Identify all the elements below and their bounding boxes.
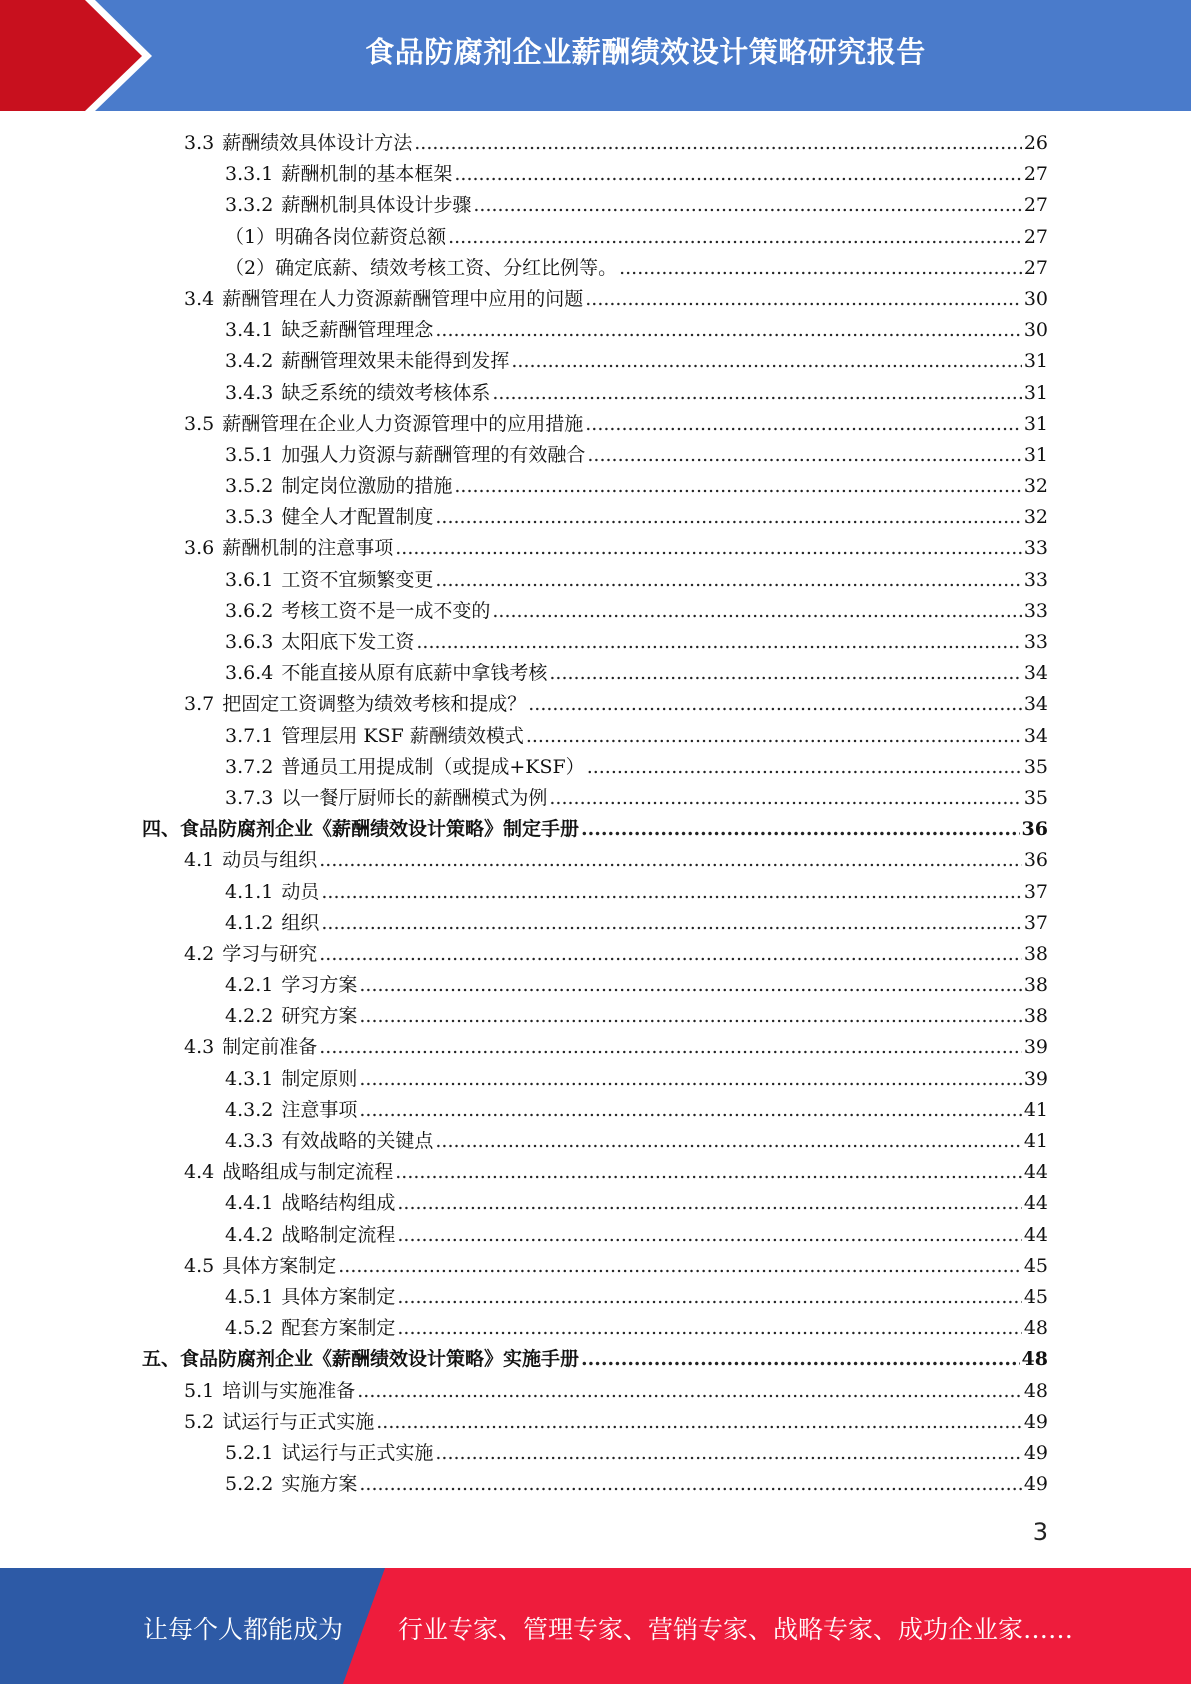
toc-entry[interactable] [142,378,1048,409]
toc-entry-page: 45 [1023,1285,1048,1308]
toc-dot-leader [435,1126,1021,1157]
toc-entry[interactable] [142,1095,1048,1126]
toc-entry-number: 3.6.1 [225,568,274,591]
toc-entry-number: 3.7.2 [225,755,274,778]
toc-entry[interactable] [142,970,1048,1001]
toc-entry[interactable] [142,315,1048,346]
toc-entry[interactable] [142,1251,1048,1282]
toc-entry[interactable] [142,533,1048,564]
toc-entry-number: 5.2.1 [225,1441,274,1464]
toc-entry-title: 不能直接从原有底薪中拿钱考核 [281,662,548,685]
toc-entry-number: 3.5.1 [225,443,274,466]
toc-entry[interactable] [142,1469,1048,1500]
toc-entry-number: 4.3.2 [225,1098,274,1121]
toc-entry-title: 学习方案 [281,974,358,997]
toc-entry-page: 34 [1023,662,1048,685]
toc-entry-title: （2）确定底薪、绩效考核工资、分红比例等。 [225,256,618,279]
toc-entry-number: 3.5 [184,412,215,435]
toc-dot-leader [414,128,1022,159]
toc-dot-leader [416,627,1021,658]
toc-entry-page: 33 [1023,599,1048,622]
toc-entry-title: 试运行与正式实施 [281,1441,434,1464]
toc-entry[interactable] [142,1032,1048,1063]
toc-dot-leader [359,1064,1021,1095]
toc-entry[interactable] [142,908,1048,939]
toc-entry[interactable] [142,222,1048,253]
toc-dot-leader [397,1188,1021,1219]
toc-entry[interactable] [142,783,1048,814]
toc-entry-title: 太阳底下发工资 [281,631,415,653]
toc-entry-number: 3.4.1 [225,319,274,342]
toc-entry-page: 41 [1023,1130,1048,1152]
toc-entry-number: 3.3 [184,132,215,154]
toc-dot-leader [448,222,1022,253]
toc-entry-title: 战略制定流程 [281,1223,396,1246]
toc-entry-title: 动员与组织 [222,849,318,872]
toc-entry-number: 3.5.2 [225,475,274,498]
table-of-contents [142,128,1048,1500]
toc-entry-number: 4.5.2 [225,1317,274,1340]
toc-dot-leader [492,596,1021,627]
toc-entry-number: 4.1 [184,849,215,872]
toc-entry-number: 4.4 [184,1161,215,1184]
toc-entry-page: 48 [1021,1348,1048,1371]
toc-entry-number: 3.7.1 [225,724,274,747]
toc-entry-number: 4.2.1 [225,974,274,997]
toc-entry-title: 薪酬管理在人力资源薪酬管理中应用的问题 [222,287,584,310]
toc-dot-leader [581,814,1020,845]
toc-dot-leader [619,253,1022,284]
toc-entry-page: 32 [1023,475,1048,498]
toc-entry-title: 战略组成与制定流程 [222,1161,394,1184]
toc-entry-number: 3.3.1 [225,163,274,186]
toc-entry-page: 27 [1023,163,1048,186]
toc-entry-number: 3.6.2 [225,599,274,622]
toc-dot-leader [395,533,1022,564]
toc-entry-page: 48 [1023,1379,1048,1402]
toc-entry[interactable] [142,1282,1048,1313]
toc-dot-leader [549,658,1021,689]
toc-dot-leader [319,845,1022,876]
toc-dot-leader [492,378,1021,409]
toc-entry-page: 44 [1023,1192,1048,1215]
toc-entry-page: 33 [1023,631,1048,653]
toc-dot-leader [585,284,1022,315]
toc-entry-title: 四、食品防腐剂企业《薪酬绩效设计策略》制定手册 [142,818,580,841]
toc-entry-title: 健全人才配置制度 [281,506,434,529]
toc-entry-page: 31 [1023,350,1048,373]
toc-dot-leader [435,315,1021,346]
toc-entry[interactable] [142,1344,1048,1375]
toc-dot-leader [454,159,1021,190]
toc-entry-number: 4.4.2 [225,1223,274,1246]
toc-dot-leader [581,1344,1020,1375]
toc-entry[interactable] [142,440,1048,471]
toc-entry-title: 薪酬机制具体设计步骤 [281,194,472,217]
toc-entry-page: 45 [1023,1254,1048,1277]
toc-entry-number: 4.2.2 [225,1005,274,1028]
toc-dot-leader [376,1407,1022,1438]
toc-entry-page: 34 [1023,724,1048,747]
toc-entry-page: 38 [1023,942,1048,965]
toc-entry-title: 缺乏系统的绩效考核体系 [281,381,491,404]
toc-entry-title: 以一餐厅厨师长的薪酬模式为例 [281,786,548,809]
toc-entry[interactable] [142,1313,1048,1344]
toc-entry-title: 薪酬绩效具体设计方法 [222,132,413,154]
toc-entry[interactable] [142,409,1048,440]
toc-dot-leader [397,1220,1021,1251]
toc-entry-number: 3.6 [184,537,215,560]
toc-entry-number: 4.5 [184,1254,215,1277]
footer-slogan-left: 让每个人都能成为 [143,1615,344,1644]
toc-entry-title: 研究方案 [281,1005,358,1028]
toc-dot-leader [528,689,1022,720]
toc-entry-title: 有效战略的关键点 [281,1130,434,1152]
toc-entry-number: 4.4.1 [225,1192,274,1215]
toc-entry-page: 36 [1023,849,1048,872]
toc-entry-title: 普通员工用提成制（或提成+KSF） [281,755,585,778]
toc-dot-leader [359,1001,1021,1032]
toc-dot-leader [587,440,1021,471]
toc-dot-leader [587,752,1022,783]
toc-entry-number: 3.5.3 [225,506,274,529]
toc-entry-number: 3.6.4 [225,662,274,685]
toc-entry-title: 动员 [281,880,320,903]
toc-dot-leader [585,409,1022,440]
toc-entry-title: 把固定工资调整为绩效考核和提成？ [222,693,527,716]
toc-entry-page: 38 [1023,1005,1048,1028]
toc-entry-page: 26 [1023,132,1048,154]
toc-entry-title: 制定原则 [281,1067,358,1090]
toc-entry-number: 3.4.2 [225,350,274,373]
toc-entry[interactable] [142,190,1048,221]
toc-entry-number: 3.4 [184,287,215,310]
footer-slogan-right: 行业专家、管理专家、营销专家、战略专家、成功企业家…… [398,1615,1074,1644]
page-footer [0,1568,1191,1684]
toc-entry-page: 38 [1023,974,1048,997]
toc-entry[interactable] [142,721,1048,752]
toc-entry-page: 31 [1023,412,1048,435]
toc-entry-page: 35 [1023,786,1048,809]
header-chevron-decoration [0,0,142,111]
toc-entry-page: 31 [1023,443,1048,466]
toc-entry-number: 3.3.2 [225,194,274,217]
toc-entry-title: 考核工资不是一成不变的 [281,599,491,622]
toc-entry[interactable] [142,502,1048,533]
toc-entry-number: 5.1 [184,1379,215,1402]
toc-entry-page: 33 [1023,537,1048,560]
toc-entry-title: 学习与研究 [222,942,318,965]
toc-entry-page: 44 [1023,1223,1048,1246]
toc-dot-leader [511,346,1021,377]
toc-entry-number: 4.5.1 [225,1285,274,1308]
toc-entry-page: 27 [1023,194,1048,217]
toc-dot-leader [321,877,1021,908]
toc-entry-title: 试运行与正式实施 [222,1410,375,1433]
toc-entry-title: 五、食品防腐剂企业《薪酬绩效设计策略》实施手册 [142,1348,580,1371]
toc-entry-page: 30 [1023,319,1048,342]
toc-entry[interactable] [142,1188,1048,1219]
toc-entry-page: 32 [1023,506,1048,529]
toc-entry[interactable] [142,1220,1048,1251]
toc-entry[interactable] [142,471,1048,502]
toc-dot-leader [359,1095,1021,1126]
page-header [0,0,1191,111]
toc-entry[interactable] [142,565,1048,596]
toc-entry[interactable] [142,814,1048,845]
toc-entry-number: 3.6.3 [225,631,274,653]
toc-entry-title: 加强人力资源与薪酬管理的有效融合 [281,443,586,466]
toc-dot-leader [435,502,1021,533]
toc-entry[interactable] [142,658,1048,689]
toc-dot-leader [526,721,1022,752]
toc-entry[interactable] [142,128,1048,159]
toc-dot-leader [549,783,1021,814]
toc-entry-title: （1）明确各岗位薪资总额 [225,225,447,248]
toc-entry[interactable] [142,1438,1048,1469]
toc-entry-page: 39 [1023,1036,1048,1059]
toc-entry-title: 战略结构组成 [281,1192,396,1215]
toc-entry-number: 4.3.1 [225,1067,274,1090]
toc-dot-leader [473,190,1021,221]
toc-entry-page: 49 [1023,1473,1048,1496]
toc-entry-title: 薪酬机制的注意事项 [222,537,394,560]
toc-entry-title: 组织 [281,911,320,934]
toc-entry-title: 具体方案制定 [222,1254,337,1277]
toc-entry-title: 制定前准备 [222,1036,318,1059]
toc-entry-title: 工资不宜频繁变更 [281,568,434,591]
toc-dot-leader [359,1469,1021,1500]
toc-dot-leader [435,565,1021,596]
toc-entry-number: 4.1.2 [225,911,274,934]
toc-entry[interactable] [142,253,1048,284]
toc-entry-page: 37 [1023,911,1048,934]
toc-entry[interactable] [142,752,1048,783]
toc-entry-title: 制定岗位激励的措施 [281,475,453,498]
toc-entry-number: 4.1.1 [225,880,274,903]
toc-entry-page: 27 [1023,225,1048,248]
toc-entry-page: 48 [1023,1317,1048,1340]
toc-entry-title: 注意事项 [281,1098,358,1121]
report-title: 食品防腐剂企业薪酬绩效设计策略研究报告 [365,35,926,69]
toc-entry-number: 3.7.3 [225,786,274,809]
toc-entry-title: 缺乏薪酬管理理念 [281,319,434,342]
toc-dot-leader [321,908,1021,939]
toc-entry-page: 44 [1023,1161,1048,1184]
toc-entry[interactable] [142,1407,1048,1438]
toc-entry[interactable] [142,939,1048,970]
toc-entry-page: 36 [1021,818,1048,841]
toc-entry-page: 27 [1023,256,1048,279]
toc-dot-leader [357,1376,1022,1407]
toc-entry-title: 培训与实施准备 [222,1379,356,1402]
toc-entry[interactable] [142,627,1048,658]
toc-entry-title: 具体方案制定 [281,1285,396,1308]
toc-entry[interactable] [142,596,1048,627]
toc-entry[interactable] [142,1157,1048,1188]
toc-entry[interactable] [142,284,1048,315]
toc-entry[interactable] [142,1064,1048,1095]
toc-dot-leader [395,1157,1022,1188]
toc-entry[interactable] [142,689,1048,720]
toc-entry-page: 35 [1023,755,1048,778]
toc-entry-number: 3.7 [184,693,215,716]
toc-entry-number: 5.2.2 [225,1473,274,1496]
toc-entry-title: 实施方案 [281,1473,358,1496]
toc-entry-page: 34 [1023,693,1048,716]
toc-entry-page: 41 [1023,1098,1048,1121]
toc-entry-page: 39 [1023,1067,1048,1090]
toc-entry-page: 37 [1023,880,1048,903]
toc-entry-number: 5.2 [184,1410,215,1433]
toc-entry-page: 33 [1023,568,1048,591]
toc-entry-number: 4.3 [184,1036,215,1059]
toc-dot-leader [397,1313,1021,1344]
toc-dot-leader [319,939,1022,970]
toc-dot-leader [454,471,1021,502]
toc-entry-page: 49 [1023,1441,1048,1464]
toc-entry[interactable] [142,1376,1048,1407]
toc-entry[interactable] [142,1001,1048,1032]
toc-dot-leader [359,970,1021,1001]
toc-entry-number: 4.3.3 [225,1130,274,1152]
toc-entry-number: 3.4.3 [225,381,274,404]
page-number: 3 [1032,1518,1048,1546]
toc-entry-page: 30 [1023,287,1048,310]
toc-dot-leader [435,1438,1021,1469]
toc-entry-title: 薪酬机制的基本框架 [281,163,453,186]
toc-entry-page: 49 [1023,1410,1048,1433]
toc-entry-title: 薪酬管理效果未能得到发挥 [281,350,510,373]
toc-entry[interactable] [142,845,1048,876]
toc-entry-page: 31 [1023,381,1048,404]
toc-entry-title: 配套方案制定 [281,1317,396,1340]
toc-entry-number: 4.2 [184,942,215,965]
toc-entry[interactable] [142,877,1048,908]
toc-entry[interactable] [142,159,1048,190]
toc-entry-title: 薪酬管理在企业人力资源管理中的应用措施 [222,412,584,435]
toc-entry[interactable] [142,1126,1048,1157]
toc-dot-leader [338,1251,1022,1282]
toc-entry[interactable] [142,346,1048,377]
toc-dot-leader [397,1282,1021,1313]
toc-entry-title: 管理层用 KSF 薪酬绩效模式 [281,724,524,747]
toc-dot-leader [319,1032,1022,1063]
